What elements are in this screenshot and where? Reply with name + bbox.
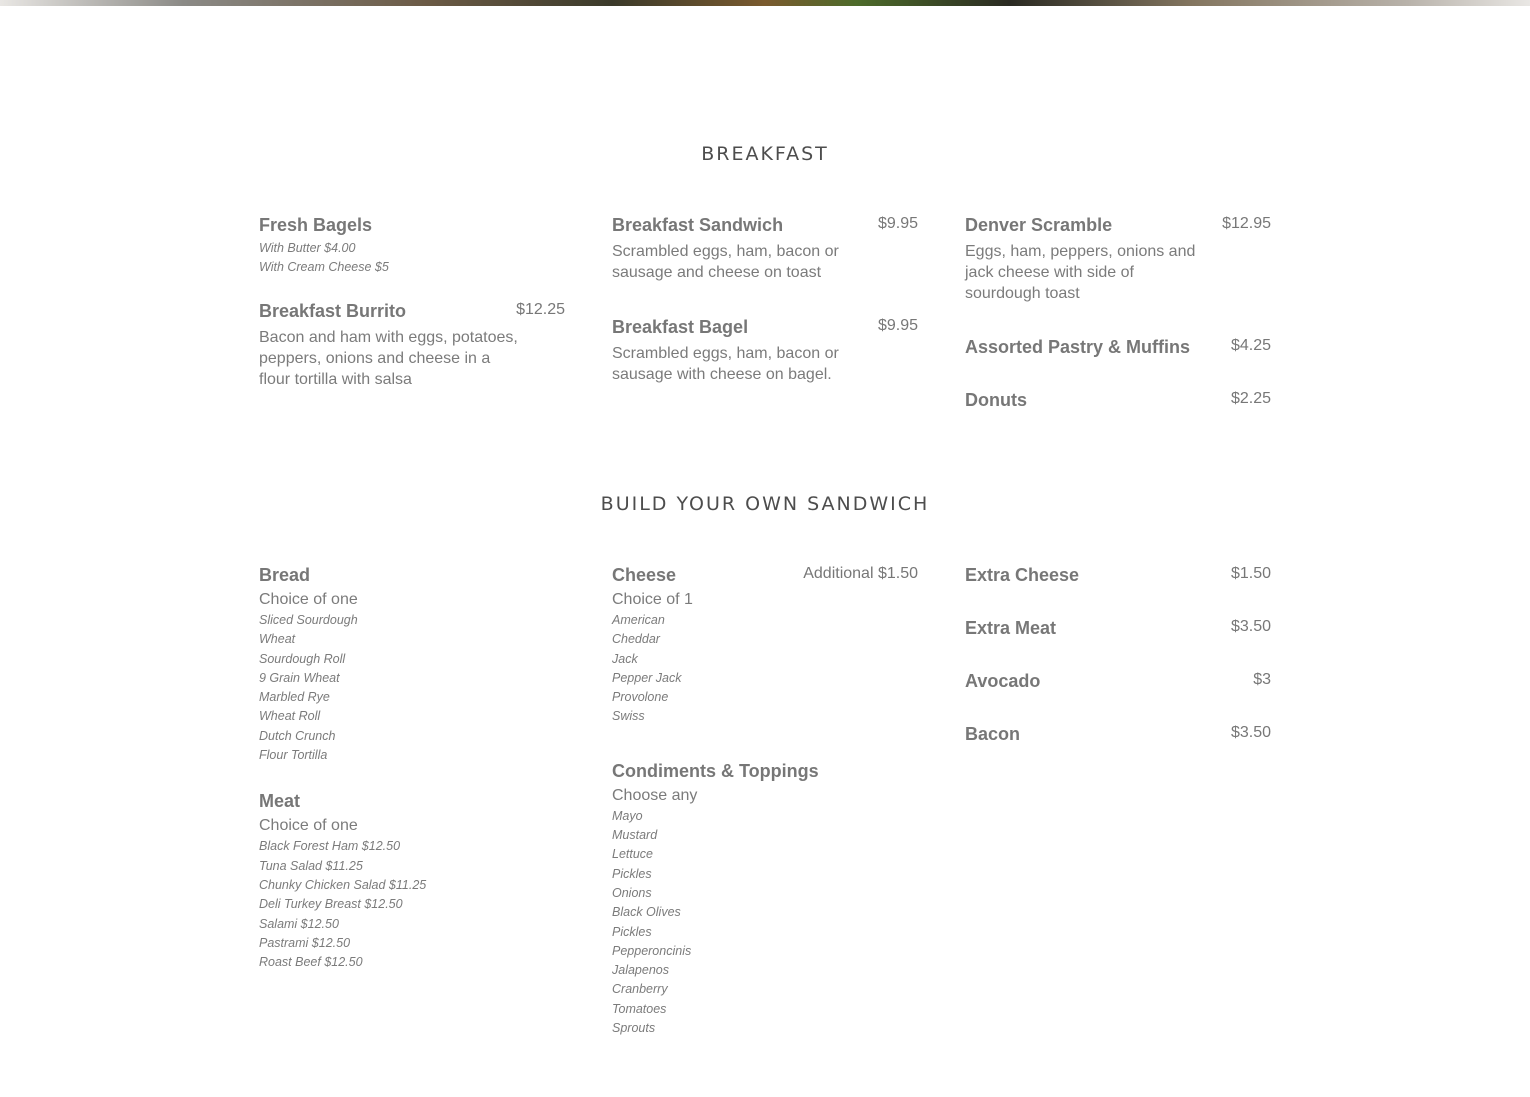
item-name: Meat xyxy=(259,791,301,812)
menu-item-fresh-bagels xyxy=(259,215,565,278)
sandwich-column-1 xyxy=(259,565,565,972)
meat-options-list xyxy=(259,837,565,972)
item-price: $9.95 xyxy=(877,317,918,334)
breakfast-section-title: BREAKFAST xyxy=(701,143,829,165)
item-subtitle: Choose any xyxy=(612,786,698,804)
menu-item-avocado xyxy=(965,671,1271,695)
item-price: Additional $1.50 xyxy=(803,565,918,582)
option: American xyxy=(612,613,665,627)
item-price: $3 xyxy=(1253,671,1271,688)
option: Mayo xyxy=(612,808,643,823)
option: Sliced Sourdough xyxy=(259,613,358,627)
item-price: $12.25 xyxy=(516,300,565,318)
option: Tomatoes xyxy=(612,1001,667,1016)
breakfast-column-1 xyxy=(259,215,565,390)
option: Cheddar xyxy=(612,632,660,647)
menu-item-breakfast-bagel xyxy=(612,317,918,385)
option: Sourdough Roll xyxy=(259,651,346,666)
hero-image-strip xyxy=(0,0,1530,6)
menu-item-meat xyxy=(259,791,565,972)
item-price: $3.50 xyxy=(1230,618,1271,635)
option: Provolone xyxy=(612,690,669,705)
option: With Cream Cheese $5 xyxy=(259,260,389,275)
item-name: Bread xyxy=(259,565,311,585)
item-description: Scrambled eggs, ham, bacon or sausage with cheese on bagel. xyxy=(612,345,839,383)
option: Pepper Jack xyxy=(612,670,682,685)
item-name: Donuts xyxy=(965,390,1027,410)
menu-item-breakfast-sandwich xyxy=(612,215,918,283)
option: Black Olives xyxy=(612,905,681,920)
item-name: Avocado xyxy=(965,671,1041,691)
menu-item-denver-scramble xyxy=(965,215,1271,304)
menu-item-bread xyxy=(259,565,565,765)
item-subtitle: Choice of 1 xyxy=(612,591,693,608)
item-price: $2.25 xyxy=(1230,390,1271,407)
option: Jack xyxy=(612,651,638,666)
item-name: Condiments & Toppings xyxy=(612,760,819,781)
option: Pepperoncinis xyxy=(612,943,692,958)
option: Salami $12.50 xyxy=(259,916,339,931)
menu-item-extra-cheese xyxy=(965,565,1271,589)
breakfast-column-3 xyxy=(965,215,1271,414)
option: Deli Turkey Breast $12.50 xyxy=(259,897,403,912)
item-name: Breakfast Sandwich xyxy=(612,215,784,235)
item-price: $1.50 xyxy=(1230,565,1271,582)
item-price: $4.25 xyxy=(1230,337,1271,354)
item-name: Denver Scramble xyxy=(965,215,1113,235)
option: With Butter $4.00 xyxy=(259,241,356,255)
option: Flour Tortilla xyxy=(259,748,328,763)
option: Pickles xyxy=(612,866,652,881)
option: Roast Beef $12.50 xyxy=(259,955,363,970)
item-price: $12.95 xyxy=(1222,215,1271,232)
option: 9 Grain Wheat xyxy=(259,670,340,685)
item-name: Cheese xyxy=(612,565,677,585)
option: Jalapenos xyxy=(612,963,669,978)
option: Wheat xyxy=(259,632,296,647)
item-description: Eggs, ham, peppers, onions and jack cheese with side of sourdough toast xyxy=(965,243,1196,302)
item-name: Fresh Bagels xyxy=(259,215,373,235)
item-subtitle: Choice of one xyxy=(259,817,358,835)
option: Lettuce xyxy=(612,847,654,862)
sandwich-section-title: BUILD YOUR OWN SANDWICH xyxy=(600,493,930,515)
item-name: Bacon xyxy=(965,724,1021,744)
condiments-options-list xyxy=(612,807,918,1039)
item-price: $3.50 xyxy=(1230,724,1271,741)
sandwich-column-3 xyxy=(965,565,1271,748)
item-name: Extra Cheese xyxy=(965,565,1080,585)
option: Wheat Roll xyxy=(259,709,321,724)
menu-item-breakfast-burrito xyxy=(259,301,565,390)
option: Mustard xyxy=(612,828,658,843)
menu-item-condiments xyxy=(612,761,918,1039)
item-name: Breakfast Bagel xyxy=(612,317,749,337)
menu-item-bacon xyxy=(965,724,1271,748)
item-name: Breakfast Burrito xyxy=(259,300,407,321)
menu-item-cheese xyxy=(612,565,918,727)
breakfast-column-2 xyxy=(612,215,918,385)
option: Sprouts xyxy=(612,1021,656,1036)
item-description: Scrambled eggs, ham, bacon or sausage and cheese on toast xyxy=(612,243,839,281)
option: Black Forest Ham $12.50 xyxy=(259,839,401,854)
option: Tuna Salad $11.25 xyxy=(259,858,363,873)
option: Marbled Rye xyxy=(259,690,330,705)
item-description: Bacon and ham with eggs, potatoes, peppers, onions and cheese in a flour tortilla with salsa xyxy=(259,328,518,388)
sandwich-column-2 xyxy=(612,565,918,1038)
item-subtitle: Choice of one xyxy=(259,591,358,608)
bread-options-list xyxy=(259,611,565,765)
option: Swiss xyxy=(612,709,645,724)
item-price: $9.95 xyxy=(877,215,918,232)
cheese-options-list xyxy=(612,611,918,727)
menu-item-donuts xyxy=(965,390,1271,414)
option: Dutch Crunch xyxy=(259,728,336,743)
menu-item-extra-meat xyxy=(965,618,1271,642)
option: Pastrami $12.50 xyxy=(259,935,351,950)
option: Chunky Chicken Salad $11.25 xyxy=(259,877,427,892)
item-name: Extra Meat xyxy=(965,618,1057,638)
option: Cranberry xyxy=(612,982,668,997)
menu-item-assorted-pastry xyxy=(965,337,1271,361)
option: Onions xyxy=(612,885,652,900)
option: Pickles xyxy=(612,924,652,939)
item-name: Assorted Pastry & Muffins xyxy=(965,337,1191,357)
